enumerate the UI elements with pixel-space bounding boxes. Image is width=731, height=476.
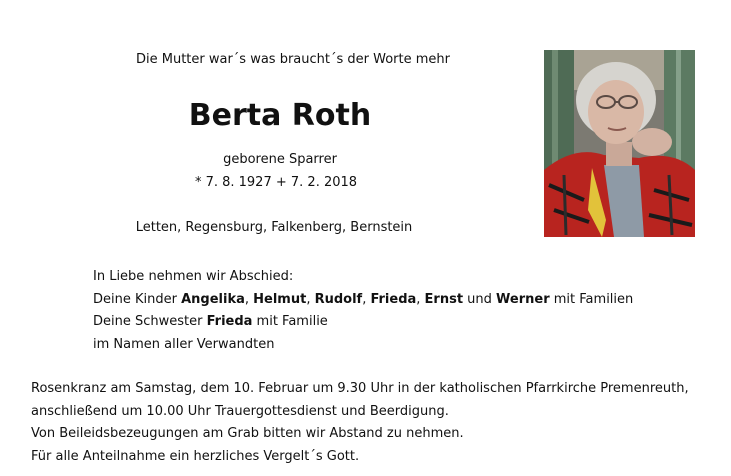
notice-line: Für alle Anteilnahme ein herzliches Vergelt´s Gott. [31, 448, 360, 464]
places-line: Letten, Regensburg, Falkenberg, Bernstein [135, 220, 413, 235]
life-dates: * 7. 8. 1927 + 7. 2. 2018 [194, 175, 358, 190]
portrait-photo [544, 50, 695, 237]
notice-line: Von Beileidsbezeugungen am Grab bitten wir Abstand zu nehmen. [31, 426, 464, 441]
child-name: Helmut [253, 291, 307, 307]
service-notice [31, 378, 689, 468]
child-name: Angelika [181, 291, 245, 307]
child-name: Werner [496, 291, 550, 307]
child-name: Frieda [370, 291, 417, 307]
farewell-intro: In Liebe nehmen wir Abschied: [93, 269, 294, 284]
relatives-line: im Namen aller Verwandten [93, 336, 275, 352]
child-name: Ernst [424, 291, 464, 307]
sister-line: Deine Schwester Frieda mit Familie [93, 314, 328, 329]
child-name: Rudolf [314, 291, 363, 307]
sister-name: Frieda [206, 314, 253, 329]
farewell-block [93, 266, 633, 356]
notice-line: anschließend um 10.00 Uhr Trauergottesdienst und Beerdigung. [31, 403, 449, 419]
notice-line: Rosenkranz am Samstag, dem 10. Februar um 9.30 Uhr in der katholischen Pfarrkirche Premenreuth, [31, 381, 689, 396]
motto-line: Die Mutter war´s was braucht´s der Worte mehr [135, 52, 450, 67]
children-line: Deine Kinder Angelika, Helmut, Rudolf, Frieda, Ernst und Werner mit Familien [93, 291, 634, 307]
maiden-name: geborene Sparrer [223, 152, 337, 167]
deceased-name: Berta Roth [188, 98, 372, 133]
